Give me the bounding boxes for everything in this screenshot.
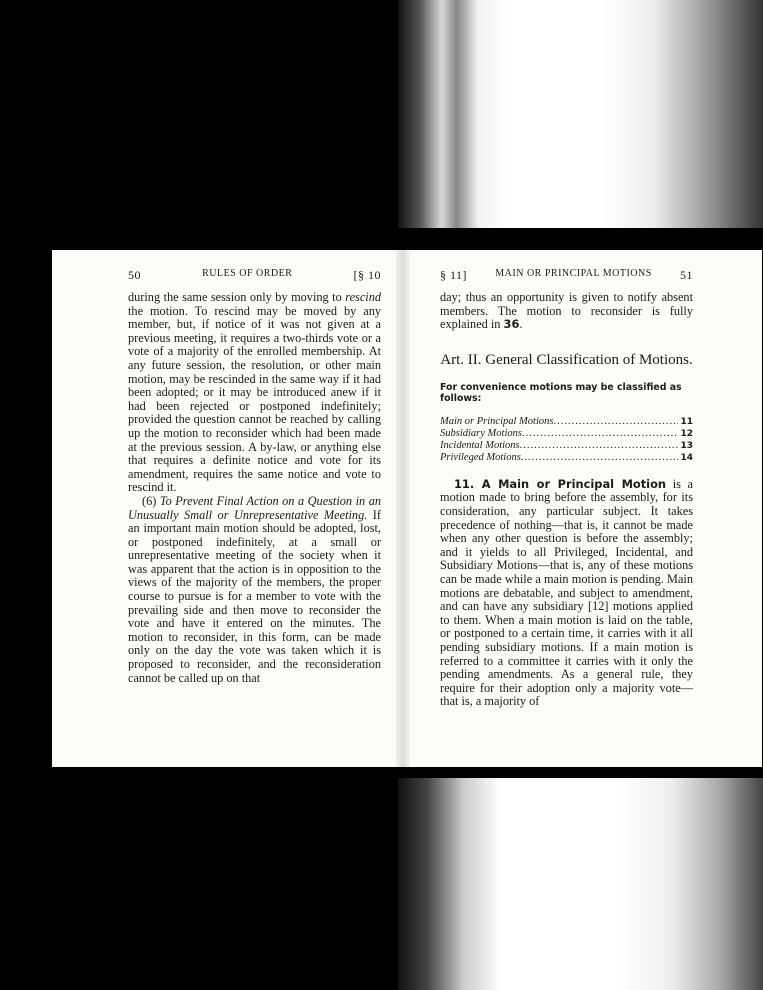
left-running-header xyxy=(128,268,381,283)
right-running-header xyxy=(440,268,693,283)
classification-number: 13 xyxy=(680,440,693,451)
classification-intro: For convenience motions may be classified as follows: xyxy=(440,381,682,404)
right-paragraph-2 xyxy=(440,478,693,709)
left-p2-body: If an important main motion should be adopted, lost, or postponed indefinitely, at a small or unrepresentative meeting of the society when it was apparent that the action is in opposition to the views of the majority of the members, the proper course to pursue is for a member to vote with the prevailing side and then move to reconsider the vote and have it entered on the minutes. The motion to reconsider, in this form, can be made only on the day the vote was taken which it is proposed to reconsider, and the reconsideration cannot be called up on that xyxy=(128,507,381,685)
classification-number: 14 xyxy=(680,452,693,463)
left-page xyxy=(128,268,381,685)
scan-artifact-top xyxy=(398,0,763,228)
left-p1-start: during the same session only by moving to xyxy=(128,290,342,304)
right-p1-end: . xyxy=(519,317,523,332)
right-page-number: 51 xyxy=(680,268,693,282)
scan-artifact-bottom xyxy=(398,778,763,990)
classification-number: 11 xyxy=(680,416,693,427)
right-page xyxy=(440,268,693,709)
leader-dots xyxy=(520,440,679,451)
classification-label: Incidental Motions xyxy=(440,439,520,451)
left-p1-rescind: rescind xyxy=(345,290,381,304)
classification-item xyxy=(440,452,693,464)
left-p2-title: To Prevent Final Action on a Question in an Unusually Small or Unrepresentative Meeting. xyxy=(128,493,381,522)
leader-dots xyxy=(521,452,679,463)
left-p1-rest: the motion. To rescind may be moved by any member, but, if notice of it was not given at a previous meeting, it requires a two-thirds vote or a vote of a majority of the enrolled membership. At any future session, the resolution, or other main motion, may be rescinded in the same way if it had been adopted; or it may be introduced anew if it had been rejected or postponed indefinitely; provided the question cannot be reached by calling up the motion to reconsider which had been made at the previous session. A by-law, or anything else that requires a definite notice and vote for its amendment, requires the same notice and vote to rescind it. xyxy=(128,303,381,495)
right-paragraph-1 xyxy=(440,291,693,332)
right-p2-lead: 11. A Main or Principal Motion xyxy=(454,476,667,491)
left-paragraph-1 xyxy=(128,291,381,495)
right-p2-body: is a motion made to bring before the assembly, for its consideration, any particular subject. It takes precedence of nothing—that is, it cannot be made when any other question is before the assembly; and it yields to all Privileged, Incidental, and Subsidiary Motions—that is, any of these motions can be made while a main motion is pending. Main motions are debatable, and subject to amendment, and can have any subsidiary [12] motions applied to them. When a main motion is laid on the table, or postponed to a certain time, it carries with it all pending subsidiary motions. If a main motion is referred to a committee it carries with it only the pending amendments. As a general rule, they require for their adoption only a majority vote—that is, a majority of xyxy=(440,476,694,709)
classification-item xyxy=(440,416,693,428)
classification-label: Privileged Motions xyxy=(440,451,521,463)
left-page-number: 50 xyxy=(128,268,141,282)
classification-label: Subsidiary Motions xyxy=(440,427,522,439)
book-gutter xyxy=(396,250,410,767)
left-section-mark: [§ 10 xyxy=(353,268,381,282)
left-p2-number: (6) xyxy=(142,493,157,508)
leader-dots xyxy=(553,416,678,427)
left-paragraph-2 xyxy=(128,495,381,685)
classification-item xyxy=(440,428,693,440)
classification-label: Main or Principal Motions xyxy=(440,415,554,427)
right-p1-start: day; thus an opportunity is given to notify absent members. The motion to reconsider is fully explained in xyxy=(440,290,693,332)
classification-list xyxy=(440,416,693,464)
classification-item xyxy=(440,440,693,452)
left-running-head: RULES OF ORDER xyxy=(202,268,293,279)
right-running-head: MAIN OR PRINCIPAL MOTIONS xyxy=(495,268,652,279)
right-p1-ref: 36 xyxy=(503,317,520,332)
article-heading: Art. II. General Classification of Motions. xyxy=(440,351,693,368)
classification-number: 12 xyxy=(680,428,693,439)
right-section-mark: § 11] xyxy=(440,268,468,282)
leader-dots xyxy=(522,428,679,439)
